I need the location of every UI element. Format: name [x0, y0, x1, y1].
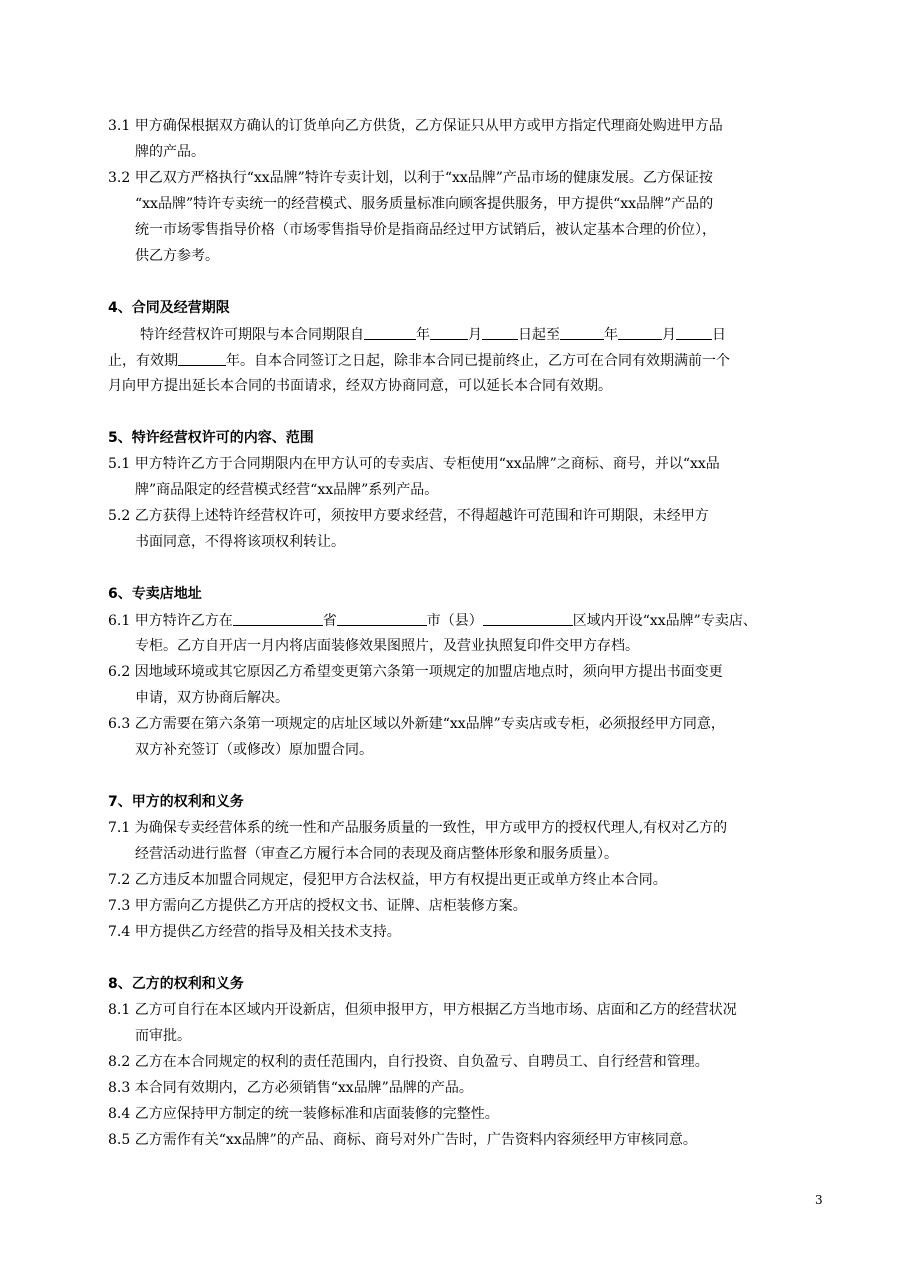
- clause-7-2: 7.2 乙方违反本加盟合同规定，侵犯甲方合法权益，甲方有权提出更正或单方终止本合同。: [108, 872, 667, 888]
- section-6-heading: 6、专卖店地址: [108, 586, 202, 602]
- clause-8-2: 8.2 乙方在本合同规定的权利的责任范围内，自行投资、自负盈亏、自聘员工、自行经营和管理。: [108, 1054, 709, 1070]
- clause-6-2-line-2: 申请，双方协商后解决。: [135, 690, 289, 706]
- clause-6-1-line-2: 专柜。乙方自开店一月内将店面装修效果图照片，及营业执照复印件交甲方存档。: [135, 638, 639, 654]
- clause-6-1-line-1: [108, 610, 757, 631]
- start-month-blank[interactable]: [430, 324, 468, 340]
- city-label: 市（县）: [426, 613, 483, 629]
- clause-7-1-line-2: 经营活动进行监督（审查乙方履行本合同的表现及商店整体形象和服务质量）。: [135, 846, 618, 862]
- month-label: 月: [662, 327, 676, 343]
- city-blank[interactable]: [337, 610, 427, 626]
- clause-7-3: 7.3 甲方需向乙方提供乙方开店的授权文书、证牌、店柜装修方案。: [108, 898, 527, 914]
- start-year-blank[interactable]: [364, 324, 416, 340]
- clause-3-2-line-4: 供乙方参考。: [135, 248, 219, 264]
- clause-5-1-line-2: 牌”商品限定的经营模式经营“xx品牌”系列产品。: [135, 482, 439, 498]
- clause-6-1-text: 6.1 甲方特许乙方在: [108, 613, 233, 629]
- district-blank[interactable]: [483, 610, 573, 626]
- section-7-heading: 7、甲方的权利和义务: [108, 794, 244, 810]
- clause-3-2-line-1: 3.2 甲乙双方严格执行“xx品牌”特许专卖计划，以利于“xx品牌”产品市场的健康发展。乙方保证按: [108, 170, 713, 186]
- start-day-blank[interactable]: [482, 324, 518, 340]
- clause-3-1-line-1: 3.1 甲方确保根据双方确认的订货单向乙方供货，乙方保证只从甲方或甲方指定代理商处购进甲方品: [108, 118, 723, 134]
- clause-3-1-line-2: 牌的产品。: [135, 144, 205, 160]
- term-text: 特许经营权许可期限与本合同期限自: [140, 327, 364, 343]
- year-label: 年: [604, 327, 618, 343]
- section-5-heading: 5、特许经营权许可的内容、范围: [108, 430, 314, 446]
- section-4-line-1: [140, 324, 726, 345]
- section-4-heading: 4、合同及经营期限: [108, 300, 230, 316]
- clause-6-2-line-1: 6.2 因地域环境或其它原因乙方希望变更第六条第一项规定的加盟店地点时，须向甲方提出书面变更: [108, 664, 723, 680]
- clause-7-4: 7.4 甲方提供乙方经营的指导及相关技术支持。: [108, 924, 401, 940]
- clause-5-1-line-1: 5.1 甲方特许乙方于合同期限内在甲方认可的专卖店、专柜使用“xx品牌”之商标、商号，并以“xx品: [108, 456, 720, 472]
- validity-text: 年。自本合同签订之日起，除非本合同已提前终止，乙方可在合同有效期满前一个: [226, 353, 730, 369]
- end-month-blank[interactable]: [618, 324, 662, 340]
- clause-6-3-line-2: 双方补充签订（或修改）原加盟合同。: [135, 742, 373, 758]
- validity-label: 止，有效期: [108, 353, 178, 369]
- clause-8-1-line-2: 而审批。: [135, 1028, 191, 1044]
- month-label: 月: [468, 327, 482, 343]
- clause-8-1-line-1: 8.1 乙方可自行在本区域内开设新店，但须申报甲方，甲方根据乙方当地市场、店面和乙方的经营状况: [108, 1002, 737, 1018]
- province-label: 省: [322, 613, 337, 629]
- clause-7-1-line-1: 7.1 为确保专卖经营体系的统一性和产品服务质量的一致性，甲方或甲方的授权代理人,有权对乙方的: [108, 820, 728, 836]
- clause-8-3: 8.3 本合同有效期内，乙方必须销售“xx品牌”品牌的产品。: [108, 1080, 473, 1096]
- clause-6-3-line-1: 6.3 乙方需要在第六条第一项规定的店址区域以外新建“xx品牌”专卖店或专柜，必须报经甲方同意，: [108, 716, 725, 732]
- clause-8-4: 8.4 乙方应保持甲方制定的统一装修标准和店面装修的完整性。: [108, 1106, 499, 1122]
- clause-5-2-line-2: 书面同意，不得将该项权利转让。: [135, 534, 345, 550]
- clause-8-5: 8.5 乙方需作有关“xx品牌”的产品、商标、商号对外广告时，广告资料内容须经甲方审核同意。: [108, 1132, 697, 1148]
- region-text: 区域内开设“xx品牌”专卖店、: [572, 613, 757, 629]
- page-number: 3: [815, 1193, 823, 1207]
- day-from-label: 日起至: [518, 327, 560, 343]
- end-year-blank[interactable]: [560, 324, 604, 340]
- clause-5-2-line-1: 5.2 乙方获得上述特许经营权许可，须按甲方要求经营，不得超越许可范围和许可期限，未经甲方: [108, 508, 709, 524]
- province-blank[interactable]: [233, 610, 323, 626]
- clause-3-2-line-3: 统一市场零售指导价格（市场零售指导价是指商品经过甲方试销后，被认定基本合理的价位），: [135, 222, 716, 238]
- validity-years-blank[interactable]: [178, 350, 226, 366]
- section-4-line-2: [108, 350, 730, 371]
- day-label: 日: [712, 327, 726, 343]
- section-4-line-3: 月向甲方提出延长本合同的书面请求，经双方协商同意，可以延长本合同有效期。: [108, 378, 612, 394]
- clause-3-2-line-2: “xx品牌”特许专卖统一的经营模式、服务质量标准向顾客提供服务，甲方提供“xx品牌”产品的: [135, 196, 714, 212]
- end-day-blank[interactable]: [676, 324, 712, 340]
- year-label: 年: [416, 327, 430, 343]
- section-8-heading: 8、乙方的权利和义务: [108, 976, 244, 992]
